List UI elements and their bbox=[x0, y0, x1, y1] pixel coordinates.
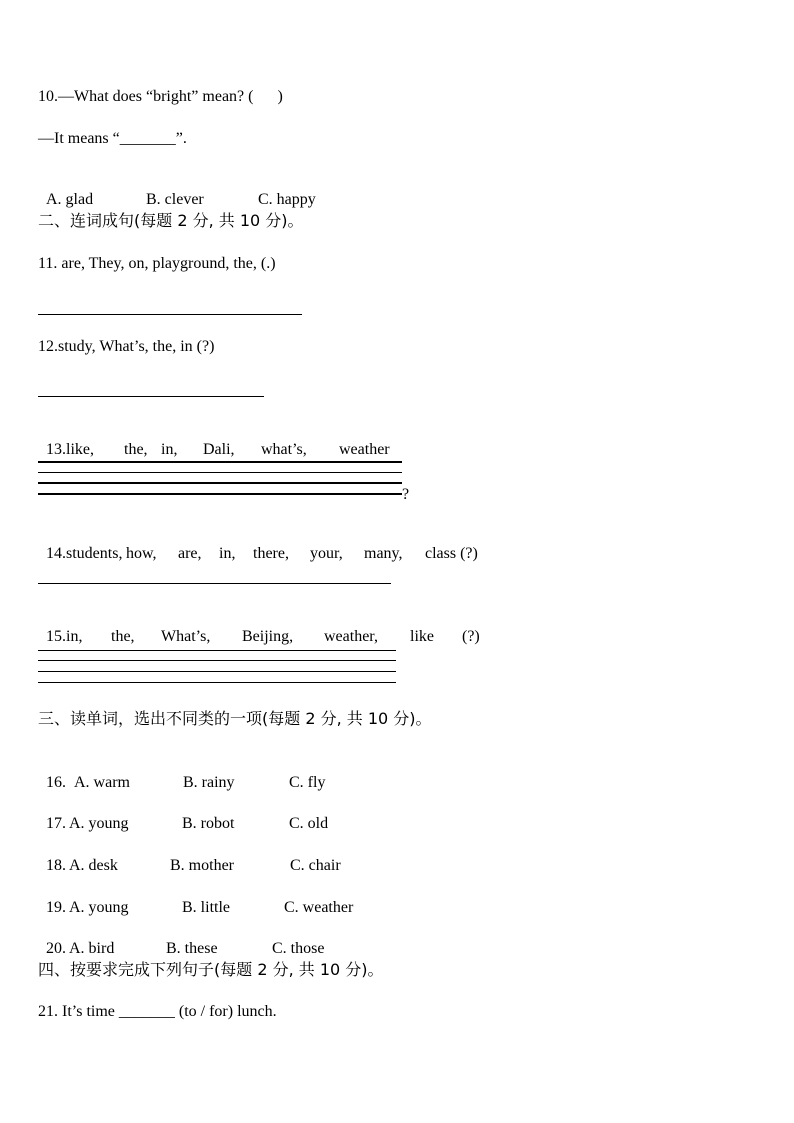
q13-word: in, bbox=[161, 441, 178, 458]
q14-word: how, bbox=[126, 545, 157, 562]
q15-answer-line bbox=[38, 682, 396, 683]
q10-stem: 10.—What does “bright” mean? ( ) bbox=[38, 88, 283, 105]
q20-number: 20. bbox=[46, 940, 66, 957]
q10-option-c: C. happy bbox=[258, 191, 316, 208]
q20-option-c: C. those bbox=[272, 940, 325, 957]
q17-row bbox=[38, 794, 328, 834]
q18-number: 18. bbox=[46, 857, 66, 874]
q19-row bbox=[38, 878, 353, 918]
q12-words: 12.study, What’s, the, in (?) bbox=[38, 338, 215, 355]
q18-row bbox=[38, 836, 341, 876]
q16-number: 16. bbox=[46, 774, 70, 791]
section3-title: 三、读单词，选出不同类的一项(每题 2 分, 共 10 分)。 bbox=[38, 709, 432, 728]
q13-number: 13.like, bbox=[46, 441, 94, 458]
q14-answer-line bbox=[38, 583, 391, 584]
q10-options bbox=[38, 170, 316, 210]
q14-word: class (?) bbox=[425, 545, 478, 562]
q11-words: 11. are, They, on, playground, the, (.) bbox=[38, 255, 276, 272]
q13-answer-line bbox=[38, 461, 402, 463]
q18-option-b: B. mother bbox=[170, 857, 234, 874]
q14-number: 14.students, bbox=[46, 545, 123, 562]
q19-option-a: A. young bbox=[69, 899, 129, 916]
q17-option-a: A. young bbox=[69, 815, 129, 832]
q14-word: many, bbox=[364, 545, 403, 562]
q10-option-b: B. clever bbox=[146, 191, 204, 208]
q20-option-a: A. bird bbox=[69, 940, 115, 957]
q15-answer-line bbox=[38, 660, 396, 661]
q19-number: 19. bbox=[46, 899, 66, 916]
q15-word: the, bbox=[111, 628, 135, 645]
q15-word: like bbox=[410, 628, 434, 645]
q13-word: Dali, bbox=[203, 441, 235, 458]
q19-option-c: C. weather bbox=[284, 899, 354, 916]
q16-option-a: A. warm bbox=[74, 774, 130, 791]
q15-answer-line bbox=[38, 671, 396, 672]
q13-word: weather bbox=[339, 441, 390, 458]
q15-word: What’s, bbox=[161, 628, 211, 645]
q15-word: Beijing, bbox=[242, 628, 294, 645]
q21-sentence: 21. It’s time _______ (to / for) lunch. bbox=[38, 1003, 277, 1020]
q20-option-b: B. these bbox=[166, 940, 218, 957]
section4-title: 四、按要求完成下列句子(每题 2 分, 共 10 分)。 bbox=[38, 960, 384, 979]
section2-title: 二、连词成句(每题 2 分, 共 10 分)。 bbox=[38, 211, 304, 230]
q10-answer-line: —It means “_______”. bbox=[38, 130, 187, 147]
q14-word: your, bbox=[310, 545, 343, 562]
q15-answer-line bbox=[38, 650, 396, 651]
q15-word: (?) bbox=[462, 628, 480, 645]
q13-answer-line bbox=[38, 482, 402, 484]
q16-option-c: C. fly bbox=[289, 774, 326, 791]
q13-answer-line bbox=[38, 493, 402, 495]
q14-word: there, bbox=[253, 545, 289, 562]
q11-answer-line bbox=[38, 314, 302, 315]
q20-row bbox=[38, 919, 324, 959]
q14-words bbox=[38, 524, 478, 564]
q15-number: 15.in, bbox=[46, 628, 83, 645]
q13-words bbox=[38, 420, 390, 460]
q13-question-mark: ? bbox=[402, 486, 410, 503]
q14-word: in, bbox=[219, 545, 236, 562]
q18-option-c: C. chair bbox=[290, 857, 341, 874]
q15-words bbox=[38, 607, 480, 647]
q15-word: weather, bbox=[324, 628, 378, 645]
q14-word: are, bbox=[178, 545, 202, 562]
q13-answer-line bbox=[38, 472, 402, 473]
q19-option-b: B. little bbox=[182, 899, 230, 916]
q17-option-c: C. old bbox=[289, 815, 329, 832]
q13-word: what’s, bbox=[261, 441, 307, 458]
q12-answer-line bbox=[38, 396, 264, 397]
q16-row bbox=[38, 753, 325, 793]
q17-number: 17. bbox=[46, 815, 66, 832]
q13-word: the, bbox=[124, 441, 148, 458]
q10-option-a: A. glad bbox=[46, 191, 94, 208]
q18-option-a: A. desk bbox=[69, 857, 118, 874]
q16-option-b: B. rainy bbox=[183, 774, 235, 791]
q17-option-b: B. robot bbox=[182, 815, 235, 832]
